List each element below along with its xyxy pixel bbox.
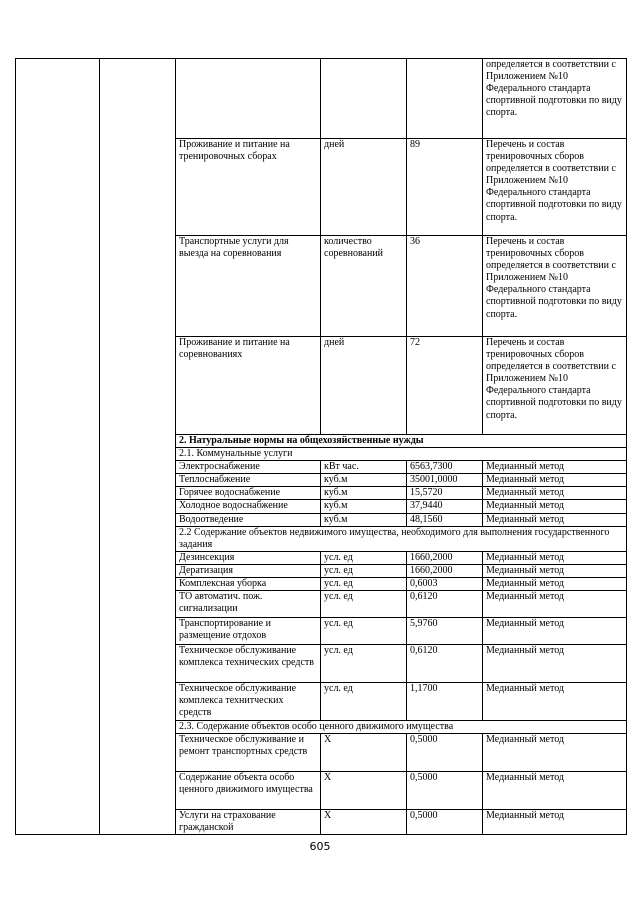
norm-value: 0,6120 <box>407 591 483 618</box>
norm-name: Водоотведение <box>176 513 321 526</box>
norm-value: 1660,2000 <box>407 564 483 577</box>
norm-note: Медианный метод <box>483 772 627 810</box>
norm-name <box>176 59 321 139</box>
norm-note: Медианный метод <box>483 734 627 772</box>
norm-name: Комплексная уборка <box>176 578 321 591</box>
norm-note: Медианный метод <box>483 461 627 474</box>
subsection-title: 2.1. Коммунальные услуги <box>176 448 627 461</box>
norm-unit: усл. ед <box>321 578 407 591</box>
norm-note: Медианный метод <box>483 591 627 618</box>
subsection-title: 2.2 Содержание объектов недвижимого имущества, необходимого для выполнения государственного задания <box>176 526 627 551</box>
norm-value: 89 <box>407 139 483 236</box>
norm-name: Теплоснабжение <box>176 474 321 487</box>
norm-unit: дней <box>321 139 407 236</box>
norm-note: Медианный метод <box>483 500 627 513</box>
norm-unit: кВт час. <box>321 461 407 474</box>
norm-name: Электроснабжение <box>176 461 321 474</box>
norm-unit: усл. ед <box>321 591 407 618</box>
norm-value: 36 <box>407 236 483 337</box>
norm-unit: количество соревнований <box>321 236 407 337</box>
page-number: 605 <box>309 840 331 853</box>
norm-value: 5,9760 <box>407 618 483 645</box>
norm-value: 35001,0000 <box>407 474 483 487</box>
section-title: 2. Натуральные нормы на общехозяйственные нужды <box>176 435 627 448</box>
norm-value: 72 <box>407 337 483 435</box>
norm-value: 37,9440 <box>407 500 483 513</box>
norm-value: 0,6003 <box>407 578 483 591</box>
norm-name: Услуги на страхование гражданской <box>176 810 321 835</box>
norm-unit: усл. ед <box>321 564 407 577</box>
norm-value: 48,1560 <box>407 513 483 526</box>
norm-unit <box>321 59 407 139</box>
norm-name: Транспортные услуги для выезда на соревнования <box>176 236 321 337</box>
norm-unit: куб.м <box>321 500 407 513</box>
norm-name: Проживание и питание на тренировочных сборах <box>176 139 321 236</box>
norm-unit: усл. ед <box>321 551 407 564</box>
norms-table <box>15 58 627 835</box>
norm-value: 15,5720 <box>407 487 483 500</box>
table-row <box>16 59 627 139</box>
norm-unit: куб.м <box>321 487 407 500</box>
norm-name: Холодное водоснабжение <box>176 500 321 513</box>
norm-unit: куб.м <box>321 513 407 526</box>
norm-value: 6563,7300 <box>407 461 483 474</box>
norm-note: Перечень и состав тренировочных сборов определяется в соответствии с Приложением №10 Федерального стандарта спортивной подготовки по виду спорта. <box>483 139 627 236</box>
norm-unit: куб.м <box>321 474 407 487</box>
norm-unit: Х <box>321 734 407 772</box>
norm-value: 0,6120 <box>407 645 483 683</box>
norm-value: 0,5000 <box>407 810 483 835</box>
norm-unit: усл. ед <box>321 683 407 721</box>
norm-unit: дней <box>321 337 407 435</box>
norm-name: Горячее водоснабжение <box>176 487 321 500</box>
subsection-title: 2.3. Содержание объектов особо ценного движимого имущества <box>176 721 627 734</box>
norm-value: 1660,2000 <box>407 551 483 564</box>
norm-value: 1,1700 <box>407 683 483 721</box>
norm-name: Дератизация <box>176 564 321 577</box>
norm-note: Медианный метод <box>483 810 627 835</box>
norm-unit: усл. ед <box>321 645 407 683</box>
norm-name: Проживание и питание на соревнованиях <box>176 337 321 435</box>
norm-name: ТО автоматич. пож. сигнализации <box>176 591 321 618</box>
left-column-2 <box>100 59 176 835</box>
norm-note: Медианный метод <box>483 578 627 591</box>
norm-note: Перечень и состав тренировочных сборов определяется в соответствии с Приложением №10 Федерального стандарта спортивной подготовки по виду спорта. <box>483 236 627 337</box>
norm-note: Медианный метод <box>483 487 627 500</box>
norm-note: Медианный метод <box>483 513 627 526</box>
norm-value <box>407 59 483 139</box>
left-column-1 <box>16 59 100 835</box>
norm-name: Техническое обслуживание комплекса технических средств <box>176 645 321 683</box>
norm-name: Техническое обслуживание комплекса технитческих средств <box>176 683 321 721</box>
norm-unit: усл. ед <box>321 618 407 645</box>
norm-value: 0,5000 <box>407 772 483 810</box>
norm-note: Медианный метод <box>483 474 627 487</box>
norm-unit: Х <box>321 772 407 810</box>
norm-name: Техническое обслуживание и ремонт транспортных средств <box>176 734 321 772</box>
norm-note: Медианный метод <box>483 683 627 721</box>
norm-note: Медианный метод <box>483 564 627 577</box>
norm-note: Медианный метод <box>483 645 627 683</box>
norm-name: Транспортирование и размещение отдохов <box>176 618 321 645</box>
norm-note: Медианный метод <box>483 618 627 645</box>
norm-name: Содержание объекта особо ценного движимого имущества <box>176 772 321 810</box>
norm-note: определяется в соответствии с Приложением №10 Федерального стандарта спортивной подготовки по виду спорта. <box>483 59 627 139</box>
norm-note: Перечень и состав тренировочных сборов определяется в соответствии с Приложением №10 Федерального стандарта спортивной подготовки по виду спорта. <box>483 337 627 435</box>
norm-name: Дезинсекция <box>176 551 321 564</box>
norm-note: Медианный метод <box>483 551 627 564</box>
norm-unit: Х <box>321 810 407 835</box>
norm-value: 0,5000 <box>407 734 483 772</box>
